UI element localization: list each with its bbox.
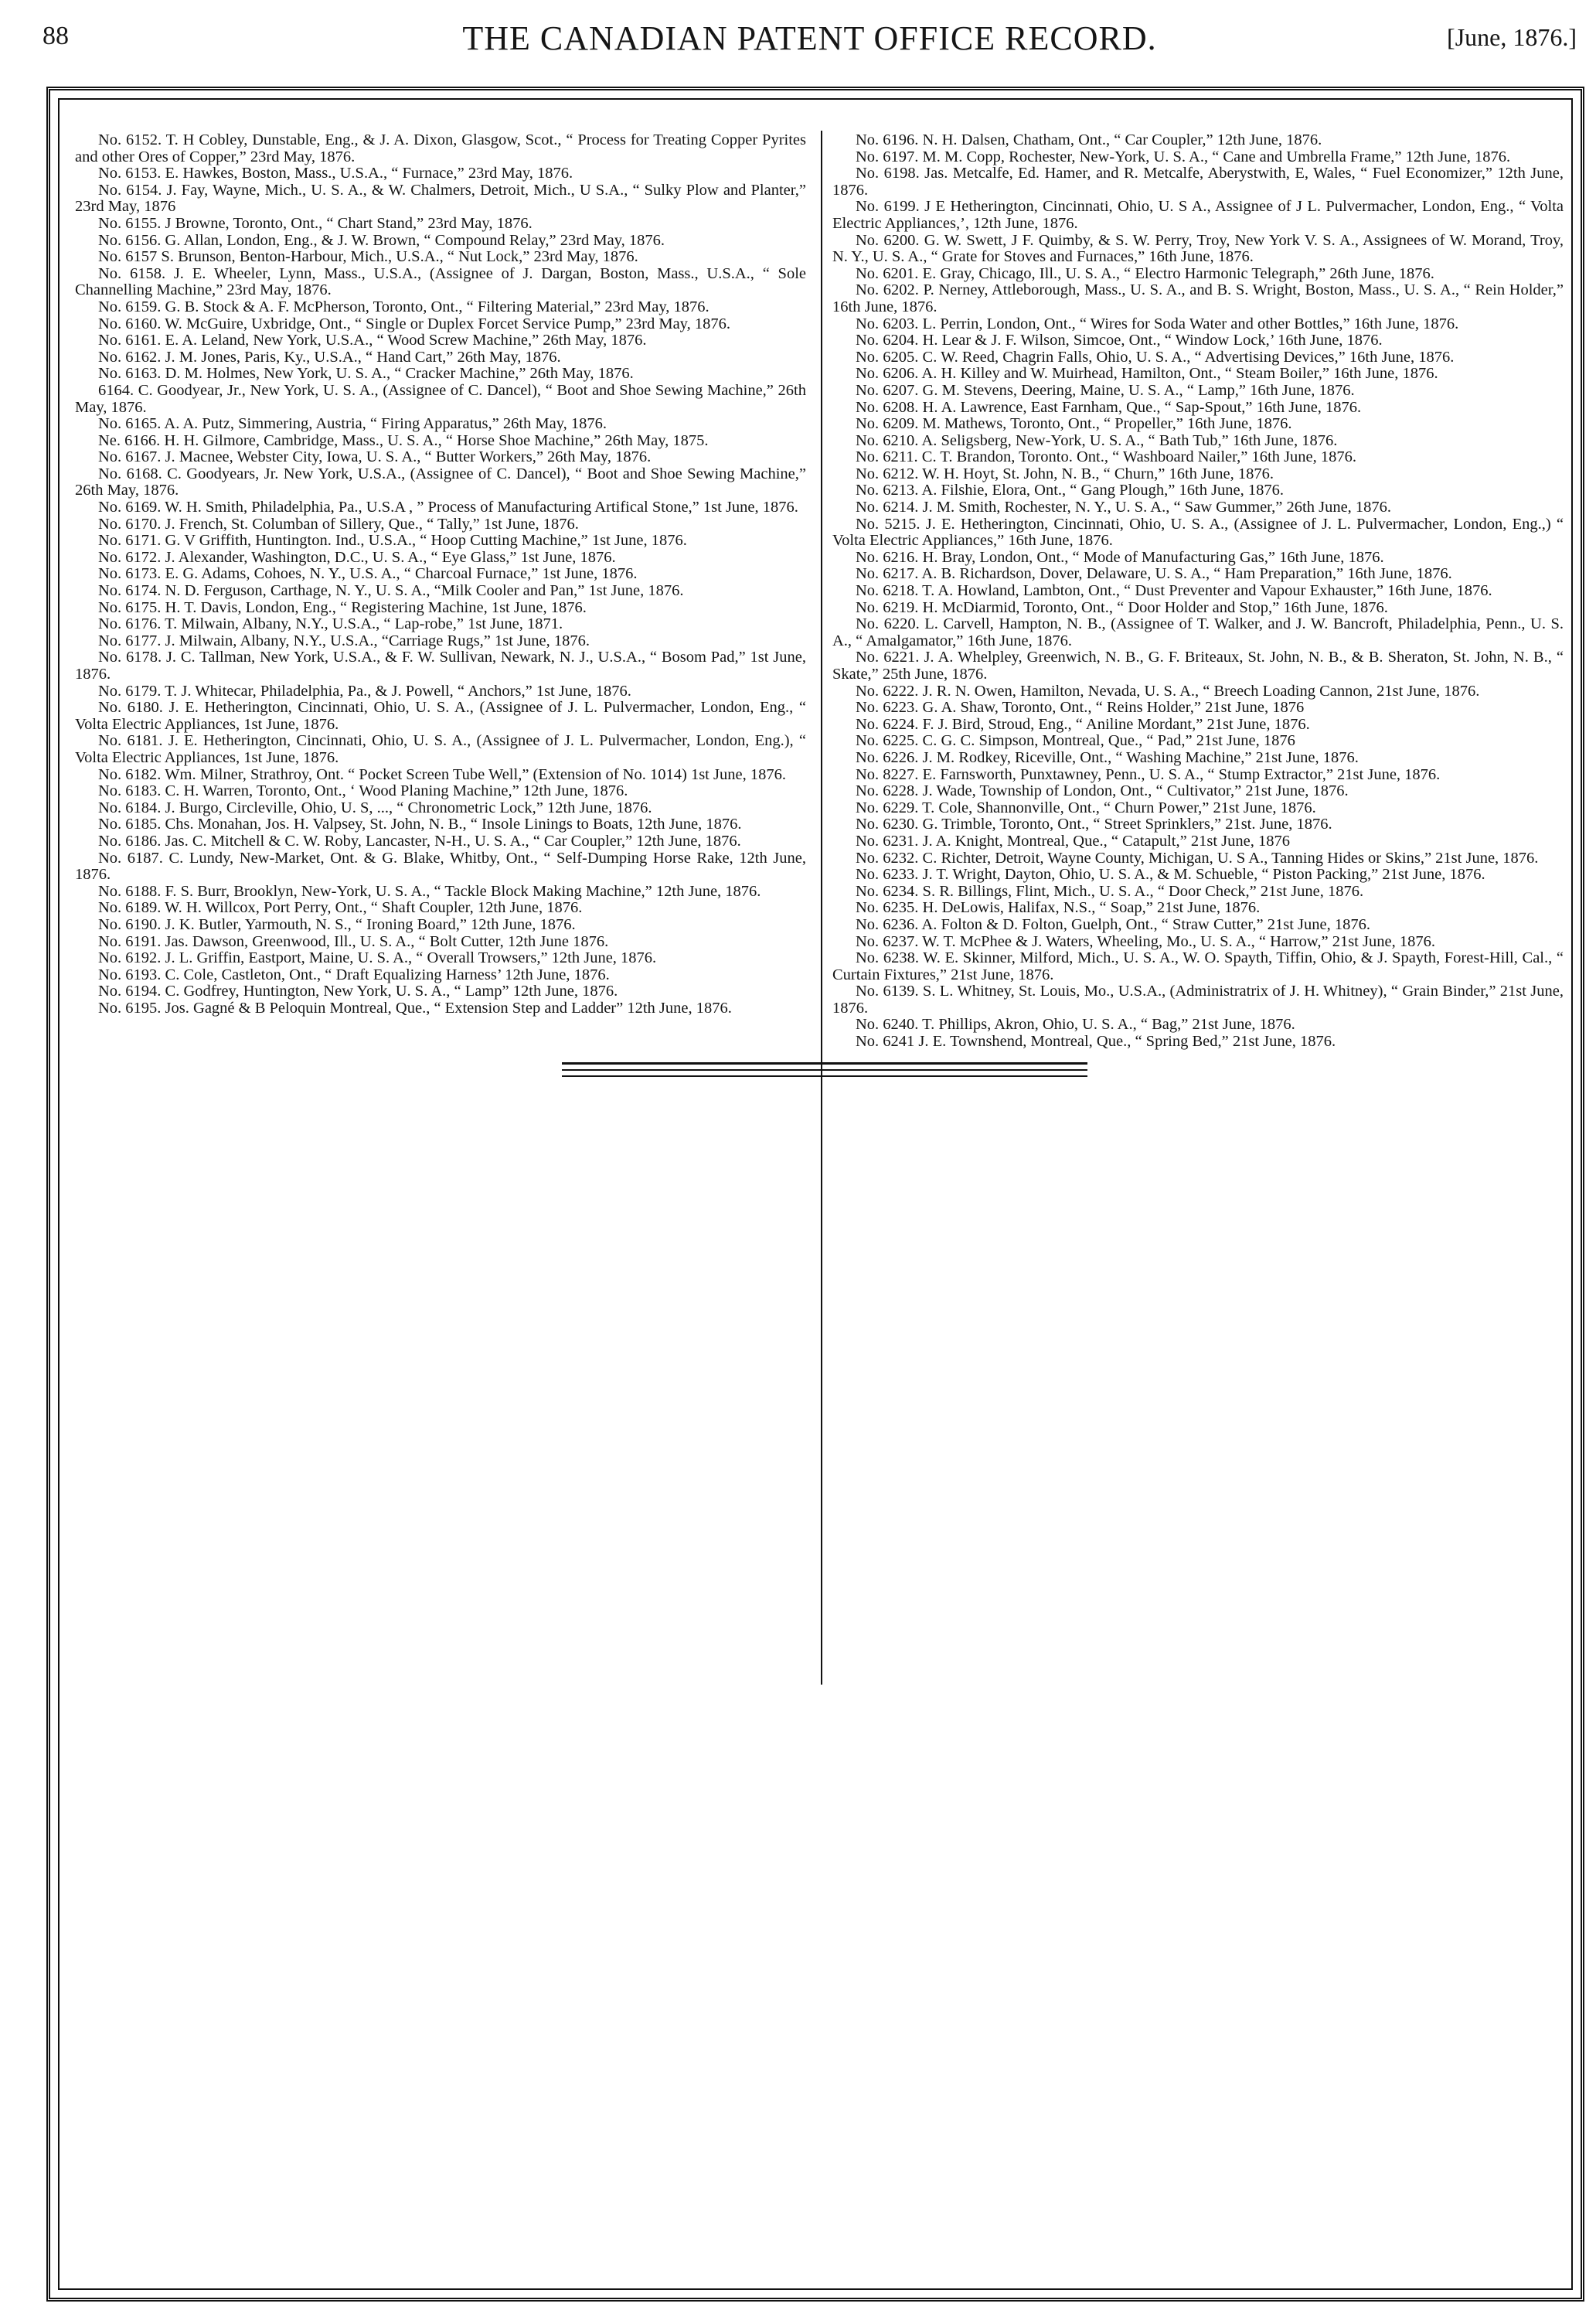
patent-entry: No. 6204. H. Lear & J. F. Wilson, Simcoe, Ont., “ Window Lock,’ 16th June, 1876.: [856, 332, 1383, 349]
patent-entry: No. 6139. S. L. Whitney, St. Louis, Mo., U.S.A., (Administratrix of J. H. Whitney), “ Grain Binder,” 21st June, 1876.: [832, 983, 1564, 1017]
patent-entry: No. 6180. J. E. Hetherington, Cincinnati, Ohio, U. S. A., (Assignee of J. L. Pulvermacher, London, Eng., “ Volta Electric Appliances, 1st June, 1876.: [75, 699, 806, 733]
left-column: [75, 132, 806, 1017]
patent-entry: No. 6232. C. Richter, Detroit, Wayne County, Michigan, U. S A., Tanning Hides or Skins,” 21st June, 1876.: [856, 849, 1539, 867]
patent-entry: No. 6231. J. A. Knight, Montreal, Que., “ Catapult,” 21st June, 1876: [856, 832, 1290, 850]
patent-entry: No. 6153. E. Hawkes, Boston, Mass., U.S.A., “ Furnace,” 23rd May, 1876.: [98, 165, 573, 182]
end-rule: [562, 1075, 1087, 1077]
patent-entry: No. 6203. L. Perrin, London, Ont., “ Wires for Soda Water and other Bottles,” 16th June, 1876.: [856, 315, 1459, 332]
patent-entry: No. 6240. T. Phillips, Akron, Ohio, U. S. A., “ Bag,” 21st June, 1876.: [856, 1016, 1295, 1034]
patent-entry: No. 6226. J. M. Rodkey, Riceville, Ont., “ Washing Machine,” 21st June, 1876.: [856, 748, 1359, 766]
patent-entry: No. 6174. N. D. Ferguson, Carthage, N. Y., U. S. A., “Milk Cooler and Pan,” 1st June, 1876.: [98, 582, 684, 600]
patent-entry: No. 6200. G. W. Swett, J F. Quimby, & S. W. Perry, Troy, New York V. S. A., Assignees of W. Morand, Troy, N. Y., U. S. A., “ Grate for Stoves and Furnaces,” 16th June, 1876.: [832, 231, 1564, 266]
patent-entry: No. 6212. W. H. Hoyt, St. John, N. B., “ Churn,” 16th June, 1876.: [856, 465, 1274, 482]
patent-entry: No. 6218. T. A. Howland, Lambton, Ont., “ Dust Preventer and Vapour Exhauster,” 16th June, 1876.: [856, 582, 1492, 600]
page-number: 88: [43, 22, 69, 50]
patent-entry: No. 6229. T. Cole, Shannonville, Ont., “ Churn Power,” 21st June, 1876.: [856, 799, 1316, 816]
patent-entry: No. 6185. Chs. Monahan, Jos. H. Valpsey, St. John, N. B., “ Insole Linings to Boats, 12th June, 1876.: [98, 816, 742, 833]
patent-entry: No. 6179. T. J. Whitecar, Philadelphia, Pa., & J. Powell, “ Anchors,” 1st June, 1876.: [98, 682, 631, 700]
patent-entry: No. 6171. G. V Griffith, Huntington. Ind., U.S.A., “ Hoop Cutting Machine,” 1st June, 1876.: [98, 532, 687, 550]
patent-entry: 6164. C. Goodyear, Jr., New York, U. S. A., (Assignee of C. Dancel), “ Boot and Shoe Sewing Machine,” 26th May, 1876.: [75, 381, 806, 416]
patent-entry: No. 6183. C. H. Warren, Toronto, Ont., ‘ Wood Planing Machine,” 12th June, 1876.: [98, 782, 628, 800]
patent-entry: No. 6233. J. T. Wright, Dayton, Ohio, U. S. A., & M. Schueble, “ Piston Packing,” 21st June, 1876.: [856, 866, 1485, 884]
patent-entry: No. 6205. C. W. Reed, Chagrin Falls, Ohio, U. S. A., “ Advertising Devices,” 16th June, 1876.: [856, 348, 1455, 366]
page-frame: [46, 87, 1584, 2302]
patent-entry: No. 6208. H. A. Lawrence, East Farnham, Que., “ Sap-Spout,” 16th June, 1876.: [856, 398, 1362, 416]
patent-entry: No. 6158. J. E. Wheeler, Lynn, Mass., U.S.A., (Assignee of J. Dargan, Boston, Mass., U.S.A., “ Sole Channelling Machine,” 23rd May, 1876.: [75, 264, 806, 299]
page-title: THE CANADIAN PATENT OFFICE RECORD.: [462, 19, 1157, 57]
right-column: [832, 132, 1564, 1051]
patent-entry: Ne. 6166. H. H. Gilmore, Cambridge, Mass., U. S. A., “ Horse Shoe Machine,” 26th May, 1875.: [98, 431, 709, 449]
patent-entry: No. 6182. Wm. Milner, Strathroy, Ont. “ Pocket Screen Tube Well,” (Extension of No. 1014) 1st June, 1876.: [98, 765, 786, 783]
patent-entry: No. 6162. J. M. Jones, Paris, Ky., U.S.A., “ Hand Cart,” 26th May, 1876.: [98, 348, 561, 366]
patent-entry: No. 6157 S. Brunson, Benton-Harbour, Mich., U.S.A., “ Nut Lock,” 23rd May, 1876.: [98, 248, 638, 266]
patent-entry: No. 6228. J. Wade, Township of London, Ont., “ Cultivator,” 21st June, 1876.: [856, 782, 1349, 800]
patent-entry: No. 6192. J. L. Griffin, Eastport, Maine, U. S. A., “ Overall Trowsers,” 12th June, 1876.: [98, 949, 657, 967]
patent-entry: No. 6161. E. A. Leland, New York, U.S.A., “ Wood Screw Machine,” 26th May, 1876.: [98, 332, 647, 349]
patent-entry: No. 6152. T. H Cobley, Dunstable, Eng., & J. A. Dixon, Glasgow, Scot., “ Process for Treating Copper Pyrites and other Ores of Copper,” 23rd May, 1876.: [75, 131, 806, 165]
patent-entry: No. 6197. M. M. Copp, Rochester, New-York, U. S. A., “ Cane and Umbrella Frame,” 12th June, 1876.: [856, 148, 1511, 165]
patent-entry: No. 6189. W. H. Willcox, Port Perry, Ont., “ Shaft Coupler, 12th June, 1876.: [98, 899, 583, 917]
patent-entry: No. 6165. A. A. Putz, Simmering, Austria, “ Firing Apparatus,” 26th May, 1876.: [98, 415, 607, 433]
issue-date: [June, 1876.]: [1447, 23, 1577, 51]
patent-entry: No. 6187. C. Lundy, New-Market, Ont. & G. Blake, Whitby, Ont., “ Self-Dumping Horse Rake, 12th June, 1876.: [75, 849, 806, 884]
patent-entry: No. 6207. G. M. Stevens, Deering, Maine, U. S. A., “ Lamp,” 16th June, 1876.: [856, 381, 1355, 399]
patent-entry: No. 6195. Jos. Gagné & B Peloquin Montreal, Que., “ Extension Step and Ladder” 12th June, 1876.: [98, 999, 732, 1017]
patent-entry: No. 6230. G. Trimble, Toronto, Ont., “ Street Sprinklers,” 21st. June, 1876.: [856, 816, 1332, 833]
patent-entry: No. 6225. C. G. C. Simpson, Montreal, Que., “ Pad,” 21st June, 1876: [856, 732, 1295, 750]
column-divider: [821, 131, 822, 1685]
patent-entry: No. 6238. W. E. Skinner, Milford, Mich., U. S. A., W. O. Spayth, Tiffin, Ohio, & J. Spayth, Forest-Hill, Cal., “ Curtain Fixtures,” 21st June, 1876.: [832, 949, 1564, 983]
end-rule: [562, 1069, 1087, 1071]
patent-entry: No. 6175. H. T. Davis, London, Eng., “ Registering Machine, 1st June, 1876.: [98, 598, 587, 616]
patent-entry: No. 6220. L. Carvell, Hampton, N. B., (Assignee of T. Walker, and J. W. Bancroft, Philadelphia, Penn., U. S. A., “ Amalgamator,” 16th June, 1876.: [832, 615, 1564, 649]
patent-entry: No. 6176. T. Milwain, Albany, N.Y., U.S.A., “ Lap-robe,” 1st June, 1871.: [98, 615, 563, 633]
patent-entry: No. 6209. M. Mathews, Toronto, Ont., “ Propeller,” 16th June, 1876.: [856, 415, 1292, 433]
patent-entry: No. 6172. J. Alexander, Washington, D.C., U. S. A., “ Eye Glass,” 1st June, 1876.: [98, 548, 616, 566]
patent-entry: No. 6217. A. B. Richardson, Dover, Delaware, U. S. A., “ Ham Preparation,” 16th June, 1876.: [856, 565, 1452, 583]
patent-entry: No. 6221. J. A. Whelpley, Greenwich, N. B., G. F. Briteaux, St. John, N. B., & B. Sheraton, St. John, N. B., “ Skate,” 25th June, 1876.: [832, 649, 1564, 683]
patent-entry: No. 6206. A. H. Killey and W. Muirhead, Hamilton, Ont., “ Steam Boiler,” 16th June, 1876.: [856, 365, 1438, 383]
patent-entry: No. 6159. G. B. Stock & A. F. McPherson, Toronto, Ont., “ Filtering Material,” 23rd May, 1876.: [98, 298, 710, 315]
patent-entry: No. 6167. J. Macnee, Webster City, Iowa, U. S. A., “ Butter Workers,” 26th May, 1876.: [98, 448, 652, 466]
patent-entry: No. 6198. Jas. Metcalfe, Ed. Hamer, and R. Metcalfe, Aberystwith, E, Wales, “ Fuel Economizer,” 12th June, 1876.: [832, 165, 1564, 199]
patent-entry: No. 6196. N. H. Dalsen, Chatham, Ont., “ Car Coupler,” 12th June, 1876.: [856, 131, 1322, 148]
patent-entry: No. 6222. J. R. N. Owen, Hamilton, Nevada, U. S. A., “ Breech Loading Cannon, 21st June, 1876.: [856, 682, 1480, 700]
patent-entry: No. 6191. Jas. Dawson, Greenwood, Ill., U. S. A., “ Bolt Cutter, 12th June 1876.: [98, 932, 609, 950]
patent-entry: No. 6181. J. E. Hetherington, Cincinnati, Ohio, U. S. A., (Assignee of J. L. Pulvermacher, London, Eng.), “ Volta Electric Appliances, 1st June, 1876.: [75, 732, 806, 766]
patent-entry: No. 6236. A. Folton & D. Folton, Guelph, Ont., “ Straw Cutter,” 21st June, 1876.: [856, 915, 1370, 933]
patent-entry: No. 6213. A. Filshie, Elora, Ont., “ Gang Plough,” 16th June, 1876.: [856, 482, 1285, 499]
patent-entry: No. 6194. C. Godfrey, Huntington, New York, U. S. A., “ Lamp” 12th June, 1876.: [98, 983, 618, 1000]
patent-entry: No. 6160. W. McGuire, Uxbridge, Ont., “ Single or Duplex Forcet Service Pump,” 23rd May, 1876.: [98, 315, 730, 332]
patent-entry: No. 6163. D. M. Holmes, New York, U. S. A., “ Cracker Machine,” 26th May, 1876.: [98, 365, 634, 383]
patent-entry: No. 6199. J E Hetherington, Cincinnati, Ohio, U. S A., Assignee of J L. Pulvermacher, London, Eng., “ Volta Electric Appliances,’, 12th June, 1876.: [832, 198, 1564, 232]
patent-entry: No. 6219. H. McDiarmid, Toronto, Ont., “ Door Holder and Stop,” 16th June, 1876.: [856, 598, 1388, 616]
patent-entry: No. 6178. J. C. Tallman, New York, U.S.A., & F. W. Sullivan, Newark, N. J., U.S.A., “ Bosom Pad,” 1st June, 1876.: [75, 649, 806, 683]
patent-entry: No. 6155. J Browne, Toronto, Ont., “ Chart Stand,” 23rd May, 1876.: [98, 214, 533, 232]
patent-entry: No. 6234. S. R. Billings, Flint, Mich., U. S. A., “ Door Check,” 21st June, 1876.: [856, 882, 1364, 900]
patent-entry: No. 6188. F. S. Burr, Brooklyn, New-York, U. S. A., “ Tackle Block Making Machine,” 12th June, 1876.: [98, 882, 761, 900]
patent-entry: No. 6168. C. Goodyears, Jr. New York, U.S.A., (Assignee of C. Dancel), “ Boot and Shoe Sewing Machine,” 26th May, 1876.: [75, 465, 806, 499]
patent-entry: No. 6241 J. E. Townshend, Montreal, Que., “ Spring Bed,” 21st June, 1876.: [856, 1033, 1336, 1051]
patent-entry: No. 6235. H. DeLowis, Halifax, N.S., “ Soap,” 21st June, 1876.: [856, 899, 1261, 917]
patent-entry: No. 6169. W. H. Smith, Philadelphia, Pa., U.S.A , ” Process of Manufacturing Artifical Stone,” 1st June, 1876.: [98, 499, 798, 516]
patent-entry: No. 6202. P. Nerney, Attleborough, Mass., U. S. A., and B. S. Wright, Boston, Mass., U. S. A., “ Rein Holder,” 16th June, 1876.: [832, 281, 1564, 315]
patent-entry: No. 8227. E. Farnsworth, Punxtawney, Penn., U. S. A., “ Stump Extractor,” 21st June, 1876.: [856, 765, 1441, 783]
patent-entry: No. 6193. C. Cole, Castleton, Ont., “ Draft Equalizing Harness’ 12th June, 1876.: [98, 966, 610, 983]
patent-entry: No. 6237. W. T. McPhee & J. Waters, Wheeling, Mo., U. S. A., “ Harrow,” 21st June, 1876.: [856, 932, 1435, 950]
patent-entry: No. 6190. J. K. Butler, Yarmouth, N. S., “ Ironing Board,” 12th June, 1876.: [98, 915, 576, 933]
patent-entry: No. 6216. H. Bray, London, Ont., “ Mode of Manufacturing Gas,” 16th June, 1876.: [856, 548, 1384, 566]
end-rule: [562, 1062, 1087, 1065]
patent-entry: No. 6177. J. Milwain, Albany, N.Y., U.S.A., “Carriage Rugs,” 1st June, 1876.: [98, 632, 590, 649]
patent-entry: No. 6154. J. Fay, Wayne, Mich., U. S. A., & W. Chalmers, Detroit, Mich., U S.A., “ Sulky Plow and Planter,” 23rd May, 1876: [75, 181, 806, 216]
page-frame-inner: [58, 98, 1573, 2290]
patent-entry: No. 5215. J. E. Hetherington, Cincinnati, Ohio, U. S. A., (Assignee of J. L. Pulvermacher, London, Eng.,) “ Volta Electric Appliances,” 16th June, 1876.: [832, 515, 1564, 550]
patent-entry: No. 6156. G. Allan, London, Eng., & J. W. Brown, “ Compound Relay,” 23rd May, 1876.: [98, 231, 665, 249]
patent-entry: No. 6211. C. T. Brandon, Toronto. Ont., “ Washboard Nailer,” 16th June, 1876.: [856, 448, 1357, 466]
patent-entry: No. 6210. A. Seligsberg, New-York, U. S. A., “ Bath Tub,” 16th June, 1876.: [856, 431, 1338, 449]
page-header: [43, 0, 1577, 73]
patent-entry: No. 6186. Jas. C. Mitchell & C. W. Roby, Lancaster, N-H., U. S. A., “ Car Coupler,” 12th June, 1876.: [98, 832, 741, 850]
patent-entry: No. 6223. G. A. Shaw, Toronto, Ont., “ Reins Holder,” 21st June, 1876: [856, 699, 1305, 717]
patent-entry: No. 6184. J. Burgo, Circleville, Ohio, U. S, ..., “ Chronometric Lock,” 12th June, 1876.: [98, 799, 652, 816]
patent-entry: No. 6173. E. G. Adams, Cohoes, N. Y., U.S. A., “ Charcoal Furnace,” 1st June, 1876.: [98, 565, 638, 583]
patent-entry: No. 6224. F. J. Bird, Stroud, Eng., “ Aniline Mordant,” 21st June, 1876.: [856, 715, 1310, 733]
patent-entry: No. 6201. E. Gray, Chicago, Ill., U. S. A., “ Electro Harmonic Telegraph,” 26th June, 1876.: [856, 264, 1434, 282]
patent-entry: No. 6170. J. French, St. Columban of Sillery, Que., “ Tally,” 1st June, 1876.: [98, 515, 579, 533]
patent-entry: No. 6214. J. M. Smith, Rochester, N. Y., U. S. A., “ Saw Gummer,” 26th June, 1876.: [856, 499, 1392, 516]
